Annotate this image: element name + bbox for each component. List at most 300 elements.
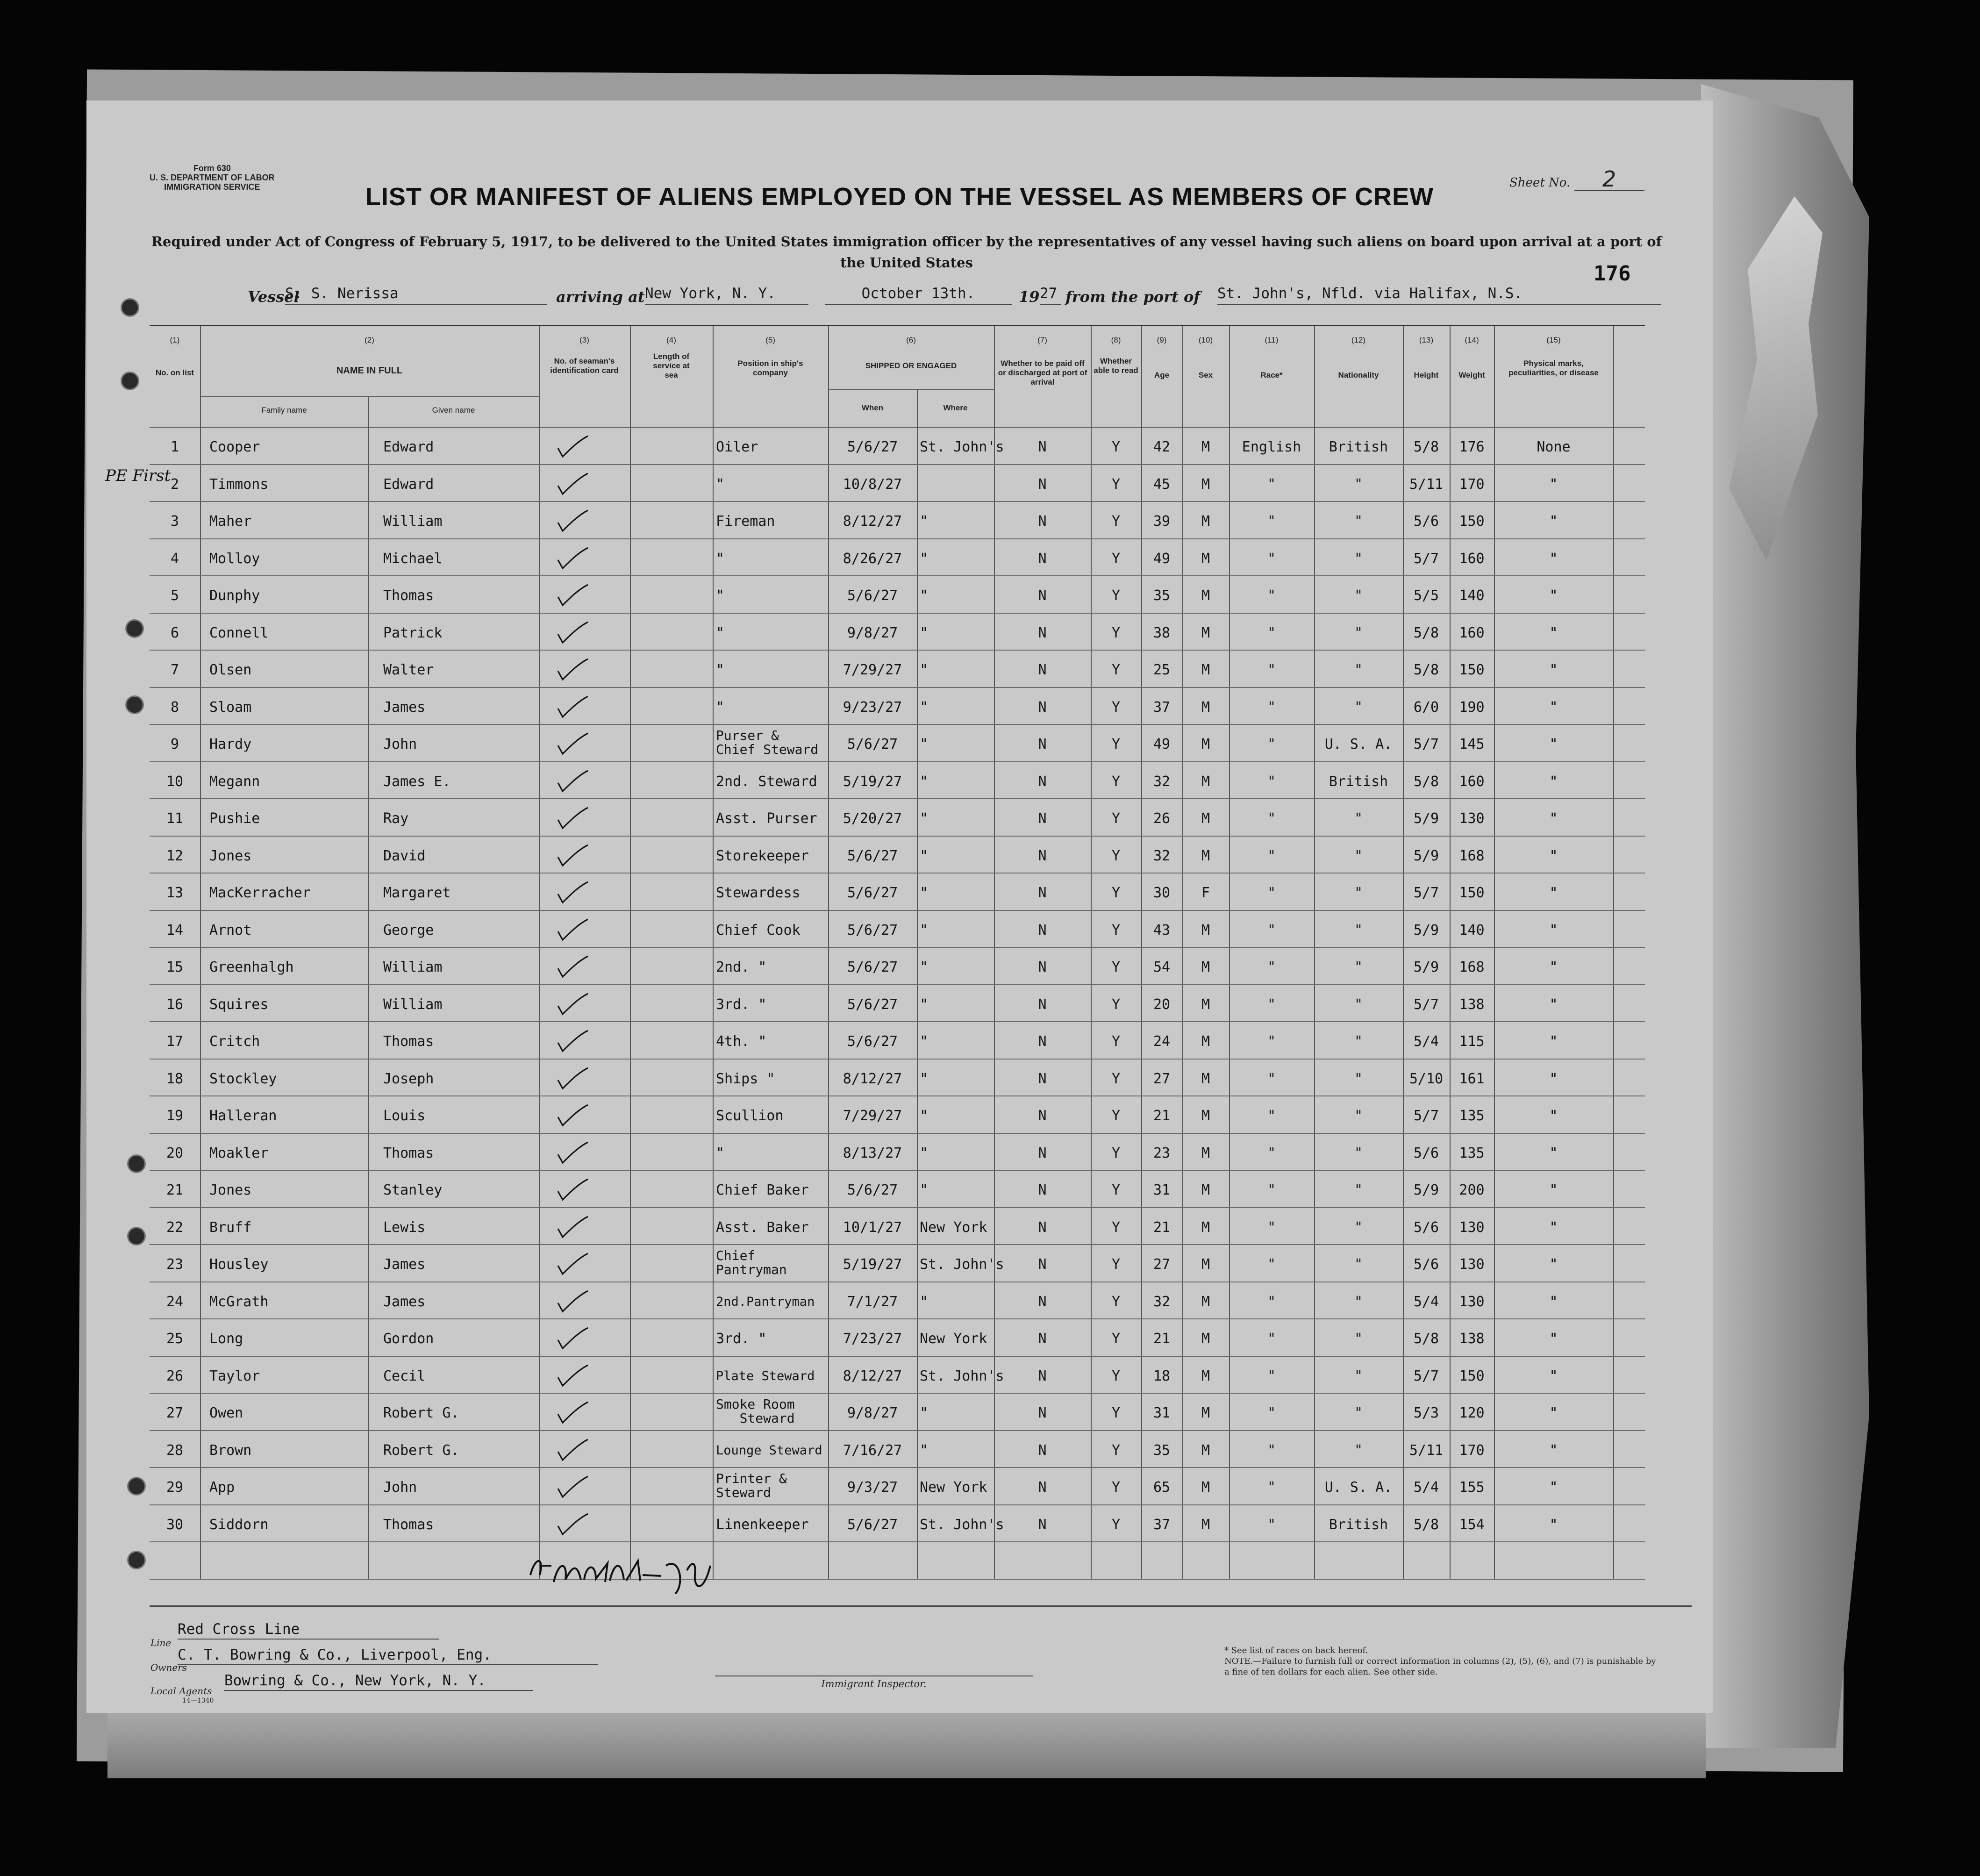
cell-height: 5/8 <box>1413 662 1439 678</box>
cell-where: " <box>920 1070 929 1087</box>
cell-given: Thomas <box>383 1033 434 1050</box>
cell-given: Robert G. <box>383 1442 459 1459</box>
cell-read: Y <box>1111 624 1121 641</box>
binder-hole-8 <box>127 1551 146 1569</box>
cell-position: 2nd. " <box>716 959 767 975</box>
page-subtitle: Required under Act of Congress of February 5, 1917, to be delivered to the United States immigration officer by the representatives of any vessel having such aliens on board upon arrival at a port of the United States <box>151 234 1662 271</box>
cell-race: " <box>1267 996 1276 1013</box>
checkmark-icon <box>556 844 589 867</box>
checkmark-icon <box>556 881 589 904</box>
cell-family: Olsen <box>209 662 252 678</box>
cell-where: " <box>920 662 929 678</box>
cell-where: " <box>920 1145 929 1161</box>
cell-given: David <box>383 847 426 864</box>
cell-when: 10/1/27 <box>843 1219 902 1236</box>
cell-paid: N <box>1038 736 1047 752</box>
cell-nationality: " <box>1354 550 1363 567</box>
cell-position: Lounge Steward <box>716 1443 822 1458</box>
cell-race: " <box>1267 662 1276 678</box>
cell-nationality: U. S. A. <box>1324 1479 1393 1496</box>
cell-given: John <box>383 736 417 752</box>
cell-position: Asst. Baker <box>716 1219 809 1236</box>
cell-read: Y <box>1111 1293 1121 1310</box>
cell-read: Y <box>1111 1108 1121 1124</box>
col11-header: Race* <box>1260 371 1283 379</box>
cell-paid: N <box>1038 662 1047 678</box>
col1-header: No. on list <box>155 368 194 377</box>
cell-age: 32 <box>1153 773 1171 790</box>
cell-nationality: " <box>1354 1070 1363 1087</box>
cell-no: 7 <box>170 662 179 678</box>
cell-age: 32 <box>1153 1293 1171 1310</box>
checkmark-icon <box>556 1253 589 1276</box>
cell-height: 5/7 <box>1413 550 1439 567</box>
col4-header: Length of service at sea <box>653 352 690 379</box>
cell-sex: M <box>1201 1145 1210 1161</box>
row-rule <box>150 724 1645 725</box>
col12-header: Nationality <box>1338 371 1379 379</box>
cell-sex: M <box>1201 996 1210 1013</box>
cell-where: " <box>920 699 929 716</box>
col3-number: (3) <box>579 336 589 344</box>
cell-marks: " <box>1549 1405 1558 1421</box>
cell-nationality: " <box>1354 922 1363 938</box>
cell-position: 4th. " <box>716 1033 767 1050</box>
cell-no: 9 <box>170 736 179 752</box>
cell-height: 6/0 <box>1413 699 1439 716</box>
cell-read: Y <box>1111 1219 1121 1236</box>
cell-weight: 150 <box>1459 513 1485 530</box>
cell-given: John <box>383 1479 417 1496</box>
cell-given: Ray <box>383 810 409 827</box>
cell-read: Y <box>1111 1070 1121 1087</box>
cell-race: " <box>1267 1293 1276 1310</box>
cell-height: 5/6 <box>1413 1256 1439 1273</box>
cell-family: Moakler <box>209 1145 269 1161</box>
margin-annotation: PE First <box>105 466 171 485</box>
checkmark-icon <box>556 1401 589 1425</box>
cell-family: MacKerracher <box>209 885 311 901</box>
cell-height: 5/4 <box>1413 1033 1439 1050</box>
cell-sex: M <box>1201 810 1210 827</box>
cell-where: " <box>920 922 929 938</box>
cell-marks: " <box>1549 922 1558 938</box>
cell-nationality: British <box>1329 773 1388 790</box>
cell-position: " <box>716 1145 725 1161</box>
checkmark-icon <box>556 955 589 979</box>
cell-nationality: " <box>1354 996 1363 1013</box>
cell-read: Y <box>1111 810 1121 827</box>
checkmark-icon <box>556 993 589 1016</box>
cell-nationality: " <box>1354 699 1363 716</box>
cell-family: Megann <box>209 773 260 790</box>
cell-read: Y <box>1111 1145 1121 1161</box>
cell-when: 7/23/27 <box>843 1331 902 1347</box>
column-rule <box>200 326 201 1579</box>
cell-height: 5/4 <box>1413 1293 1439 1310</box>
year-prefix: 19 <box>1019 288 1040 306</box>
col15-number: (15) <box>1546 336 1561 344</box>
cell-height: 5/3 <box>1413 1405 1439 1421</box>
cell-age: 37 <box>1153 699 1171 716</box>
cell-no: 17 <box>166 1033 184 1050</box>
cell-where: " <box>920 513 929 530</box>
race-note: * See list of races on back hereof. <box>1224 1646 1368 1655</box>
cell-paid: N <box>1038 513 1047 530</box>
cell-race: English <box>1242 439 1301 455</box>
cell-nationality: " <box>1354 1405 1363 1421</box>
cell-paid: N <box>1038 699 1047 716</box>
cell-where: St. John's <box>920 1256 1004 1273</box>
column-rule <box>539 326 540 1579</box>
column-rule <box>1613 326 1614 1579</box>
cell-race: " <box>1267 624 1276 641</box>
cell-position: " <box>716 476 725 493</box>
cell-race: " <box>1267 1256 1276 1273</box>
cell-where: New York <box>920 1219 987 1236</box>
cell-height: 5/7 <box>1413 885 1439 901</box>
cell-marks: " <box>1549 1293 1558 1310</box>
cell-marks: " <box>1549 1070 1558 1087</box>
cell-given: Gordon <box>383 1331 434 1347</box>
cell-weight: 190 <box>1459 699 1485 716</box>
cell-position: Storekeeper <box>716 847 809 864</box>
cell-given: Joseph <box>383 1070 434 1087</box>
cell-when: 5/6/27 <box>847 1182 898 1198</box>
cell-nationality: " <box>1354 959 1363 975</box>
col14-number: (14) <box>1465 336 1479 344</box>
cell-sex: M <box>1201 1182 1210 1198</box>
cell-no: 1 <box>170 439 179 455</box>
cell-no: 6 <box>170 624 179 641</box>
checkmark-icon <box>556 584 589 607</box>
name-subheader-rule <box>200 396 539 397</box>
cell-race: " <box>1267 699 1276 716</box>
cell-age: 54 <box>1153 959 1171 975</box>
row-rule <box>150 1207 1645 1208</box>
cell-paid: N <box>1038 1516 1047 1533</box>
cell-weight: 160 <box>1459 550 1485 567</box>
col13-header: Height <box>1414 371 1439 379</box>
cell-marks: " <box>1549 1145 1558 1161</box>
voyage-line <box>224 285 1673 313</box>
cell-age: 49 <box>1153 550 1171 567</box>
cell-sex: M <box>1201 1368 1210 1384</box>
cell-marks: None <box>1537 439 1571 455</box>
cell-family: Siddorn <box>209 1516 269 1533</box>
cell-when: 5/6/27 <box>847 587 898 604</box>
cell-marks: " <box>1549 773 1558 790</box>
cell-where: " <box>920 736 929 752</box>
col5-header: Position in ship's company <box>737 359 803 377</box>
cell-marks: " <box>1549 624 1558 641</box>
cell-height: 5/11 <box>1409 1442 1444 1459</box>
cell-where: " <box>920 773 929 790</box>
cell-weight: 154 <box>1459 1516 1485 1533</box>
checkmark-icon <box>556 1439 589 1462</box>
cell-family: Sloam <box>209 699 252 716</box>
cell-age: 65 <box>1153 1479 1171 1496</box>
row-rule <box>150 984 1645 985</box>
cell-family: Squires <box>209 996 269 1013</box>
cell-nationality: " <box>1354 885 1363 901</box>
cell-height: 5/9 <box>1413 922 1439 938</box>
cell-age: 43 <box>1153 922 1171 938</box>
col7-number: (7) <box>1037 336 1047 344</box>
cell-when: 5/6/27 <box>847 996 898 1013</box>
cell-height: 5/6 <box>1413 513 1439 530</box>
row-rule <box>150 910 1645 911</box>
row-rule <box>150 538 1645 539</box>
cell-nationality: " <box>1354 1293 1363 1310</box>
row-rule <box>150 798 1645 799</box>
column-rule <box>368 396 369 1579</box>
cell-sex: M <box>1201 1479 1210 1496</box>
cell-read: Y <box>1111 1182 1121 1198</box>
form-number: Form 630 <box>193 164 231 173</box>
row-rule <box>150 1318 1645 1319</box>
cell-race: " <box>1267 885 1276 901</box>
cell-where: " <box>920 885 929 901</box>
cell-sex: M <box>1201 1516 1210 1533</box>
checkmark-icon <box>556 1513 589 1536</box>
cell-when: 5/6/27 <box>847 439 898 455</box>
cell-height: 5/4 <box>1413 1479 1439 1496</box>
row-rule <box>150 836 1645 837</box>
cell-weight: 145 <box>1459 736 1485 752</box>
checkmark-icon <box>556 435 589 458</box>
cell-paid: N <box>1038 624 1047 641</box>
cell-age: 31 <box>1153 1182 1171 1198</box>
owners-name: C. T. Bowring & Co., Liverpool, Eng. <box>178 1647 598 1665</box>
cell-read: Y <box>1111 699 1121 716</box>
cell-no: 23 <box>166 1256 184 1273</box>
cell-given: William <box>383 996 443 1013</box>
cell-weight: 140 <box>1459 587 1485 604</box>
cell-family: Housley <box>209 1256 269 1273</box>
checkmark-icon <box>556 807 589 830</box>
cell-when: 5/6/27 <box>847 922 898 938</box>
cell-given: Margaret <box>383 885 451 901</box>
cell-family: Stockley <box>209 1070 277 1087</box>
checkmark-icon <box>556 1327 589 1350</box>
row-rule <box>150 650 1645 651</box>
page-stack-bottom <box>107 1713 1706 1778</box>
cell-nationality: " <box>1354 476 1363 493</box>
cell-sex: M <box>1201 1293 1210 1310</box>
checkmark-icon <box>556 473 589 496</box>
cell-where: " <box>920 810 929 827</box>
cell-race: " <box>1267 1516 1276 1533</box>
cell-race: " <box>1267 1145 1276 1161</box>
cell-given: Edward <box>383 476 434 493</box>
cell-race: " <box>1267 1070 1276 1087</box>
cell-race: " <box>1267 773 1276 790</box>
cell-sex: M <box>1201 1442 1210 1459</box>
cell-nationality: " <box>1354 1145 1363 1161</box>
cell-weight: 130 <box>1459 1256 1485 1273</box>
cell-family: Dunphy <box>209 587 260 604</box>
checkmark-icon <box>556 1364 589 1388</box>
vessel-label: Vessel <box>248 288 300 306</box>
row-rule <box>150 761 1645 762</box>
cell-when: 7/29/27 <box>843 1108 902 1124</box>
cell-given: James E. <box>383 773 451 790</box>
vessel-name: S. S. Nerissa <box>285 285 547 305</box>
cell-paid: N <box>1038 885 1047 901</box>
cell-age: 21 <box>1153 1331 1171 1347</box>
cell-marks: " <box>1549 1033 1558 1050</box>
cell-height: 5/8 <box>1413 1516 1439 1533</box>
cell-race: " <box>1267 959 1276 975</box>
cell-sex: M <box>1201 1108 1210 1124</box>
when-header: When <box>861 403 884 412</box>
checkmark-icon <box>556 732 589 756</box>
row-rule <box>150 1356 1645 1357</box>
cell-no: 22 <box>166 1219 184 1236</box>
cell-age: 30 <box>1153 885 1171 901</box>
cell-where: " <box>920 1108 929 1124</box>
cell-paid: N <box>1038 1479 1047 1496</box>
cell-no: 8 <box>170 699 179 716</box>
col8-header: Whether able to read <box>1094 357 1138 375</box>
row-rule <box>150 1579 1645 1580</box>
from-label: from the port of <box>1065 288 1201 306</box>
cell-race: " <box>1267 550 1276 567</box>
row-rule <box>150 1133 1645 1134</box>
cell-position: Stewardess <box>716 885 801 901</box>
cell-weight: 135 <box>1459 1108 1485 1124</box>
cell-height: 5/9 <box>1413 810 1439 827</box>
cell-when: 8/12/27 <box>843 1070 902 1087</box>
shipped-subheader-rule <box>828 389 994 390</box>
footer-notes <box>1224 1645 1659 1677</box>
cell-no: 28 <box>166 1442 184 1459</box>
cell-race: " <box>1267 1479 1276 1496</box>
cell-position: Purser & Chief Steward <box>716 728 819 757</box>
cell-weight: 135 <box>1459 1145 1485 1161</box>
cell-family: Timmons <box>209 476 269 493</box>
cell-nationality: " <box>1354 587 1363 604</box>
cell-when: 7/1/27 <box>847 1293 898 1310</box>
cell-where: " <box>920 1405 929 1421</box>
cell-family: Halleran <box>209 1108 277 1124</box>
cell-height: 5/8 <box>1413 624 1439 641</box>
checkmark-icon <box>556 1141 589 1165</box>
cell-weight: 150 <box>1459 1368 1485 1384</box>
cell-marks: " <box>1549 587 1558 604</box>
cell-family: Jones <box>209 1182 252 1198</box>
cell-family: App <box>209 1479 235 1496</box>
cell-given: Thomas <box>383 1145 434 1161</box>
cell-family: Connell <box>209 624 269 641</box>
cell-sex: M <box>1201 662 1210 678</box>
cell-family: Jones <box>209 847 252 864</box>
cell-marks: " <box>1549 1368 1558 1384</box>
cell-age: 18 <box>1153 1368 1171 1384</box>
cell-race: " <box>1267 736 1276 752</box>
cell-nationality: " <box>1354 1219 1363 1236</box>
binder-hole-7 <box>127 1477 146 1496</box>
row-rule <box>150 1021 1645 1022</box>
cell-marks: " <box>1549 810 1558 827</box>
cell-given: Louis <box>383 1108 426 1124</box>
checkmark-icon <box>556 1178 589 1202</box>
cell-nationality: " <box>1354 513 1363 530</box>
cell-race: " <box>1267 810 1276 827</box>
binder-hole-1 <box>121 298 139 317</box>
cell-given: William <box>383 513 443 530</box>
cell-no: 21 <box>166 1182 184 1198</box>
cell-sex: M <box>1201 1070 1210 1087</box>
cell-no: 27 <box>166 1405 184 1421</box>
cell-sex: M <box>1201 550 1210 567</box>
row-rule <box>150 1504 1645 1505</box>
department: U. S. DEPARTMENT OF LABOR <box>150 173 275 182</box>
cell-read: Y <box>1111 1479 1121 1496</box>
cell-weight: 130 <box>1459 1219 1485 1236</box>
cell-read: Y <box>1111 773 1121 790</box>
checkmark-icon <box>556 918 589 942</box>
cell-sex: M <box>1201 513 1210 530</box>
crew-table <box>150 325 1645 1579</box>
cell-paid: N <box>1038 476 1047 493</box>
from-port: St. John's, Nfld. via Halifax, N.S. <box>1217 285 1661 305</box>
arrival-date: October 13th. <box>825 285 1012 305</box>
cell-where: New York <box>920 1331 987 1347</box>
checkmark-icon <box>556 1104 589 1127</box>
cell-sex: M <box>1201 1405 1210 1421</box>
owners-label: Owners <box>150 1662 187 1673</box>
row-rule <box>150 1393 1645 1394</box>
cell-weight: 150 <box>1459 662 1485 678</box>
cell-position: 2nd.Pantryman <box>716 1294 815 1309</box>
cell-family: Arnot <box>209 922 252 938</box>
column-rule <box>630 326 631 1579</box>
cell-paid: N <box>1038 550 1047 567</box>
cell-paid: N <box>1038 922 1047 938</box>
cell-race: " <box>1267 1442 1276 1459</box>
cell-read: Y <box>1111 662 1121 678</box>
cell-age: 45 <box>1153 476 1171 493</box>
cell-age: 38 <box>1153 624 1171 641</box>
cell-sex: M <box>1201 1331 1210 1347</box>
service: IMMIGRATION SERVICE <box>164 182 260 192</box>
cell-weight: 168 <box>1459 847 1485 864</box>
col14-header: Weight <box>1458 371 1485 379</box>
cell-read: Y <box>1111 847 1121 864</box>
cell-where: " <box>920 1442 929 1459</box>
cell-marks: " <box>1549 885 1558 901</box>
cell-age: 35 <box>1153 1442 1171 1459</box>
cell-read: Y <box>1111 996 1121 1013</box>
header-bottom-rule <box>150 427 1645 428</box>
cell-race: " <box>1267 1219 1276 1236</box>
cell-sex: M <box>1201 1219 1210 1236</box>
checkmark-icon <box>556 621 589 644</box>
cell-family: Greenhalgh <box>209 959 294 975</box>
cell-age: 27 <box>1153 1070 1171 1087</box>
cell-when: 9/3/27 <box>847 1479 898 1496</box>
cell-family: McGrath <box>209 1293 269 1310</box>
col4-number: (4) <box>666 336 676 344</box>
cell-given: Cecil <box>383 1368 426 1384</box>
checkmark-icon <box>556 1067 589 1090</box>
cell-paid: N <box>1038 1219 1047 1236</box>
cell-race: " <box>1267 513 1276 530</box>
cell-given: Lewis <box>383 1219 426 1236</box>
cell-family: Pushie <box>209 810 260 827</box>
